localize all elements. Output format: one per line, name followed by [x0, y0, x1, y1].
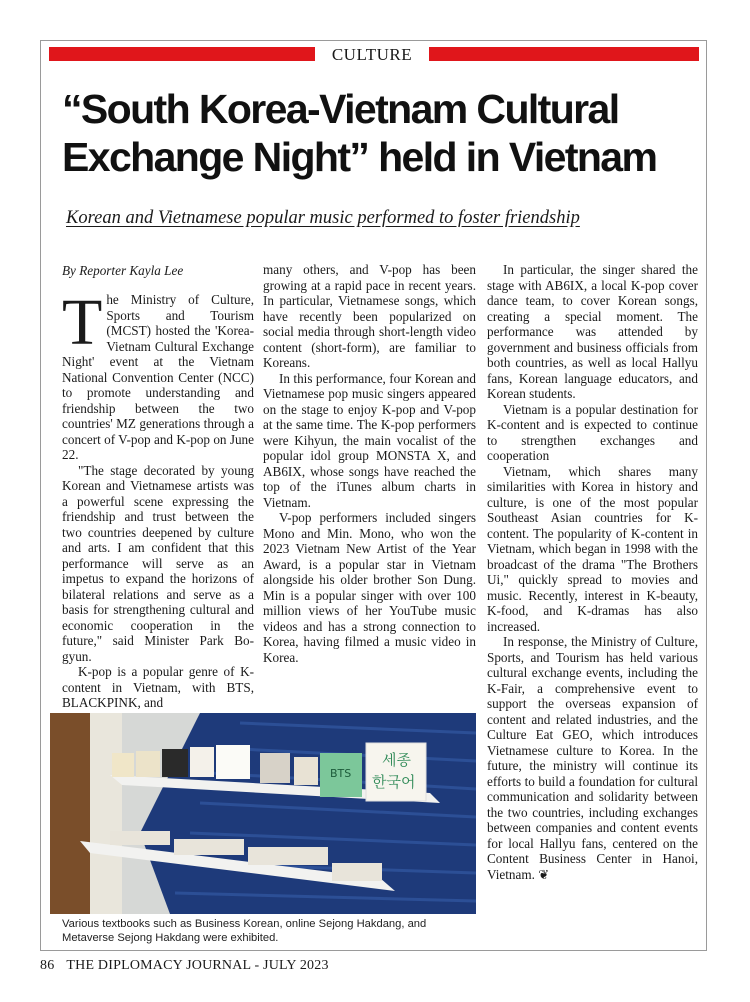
end-mark-icon: ❦: [538, 866, 550, 882]
book: [294, 757, 318, 785]
section-banner: [49, 46, 699, 64]
paragraph: K-pop is a popular genre of K-content in Vietnam, with BTS, BLACKPINK, and: [62, 664, 254, 710]
book: [248, 847, 328, 865]
subheadline: Korean and Vietnamese popular music performed to foster friendship: [66, 208, 580, 228]
book: [332, 863, 382, 881]
book: [110, 831, 170, 845]
book: [190, 747, 214, 777]
headline-line-1: “South Korea-Vietnam Cultural: [62, 86, 619, 132]
book: [112, 753, 134, 777]
book: [174, 839, 244, 855]
photo-caption: Various textbooks such as Business Korean, online Sejong Hakdang, and Metaverse Sejong Hakdang were exhibited.: [62, 918, 427, 944]
book: [162, 749, 188, 777]
paragraph-text: In response, the Ministry of Culture, Sports, and Tourism has held various cultural exchange events, including the K-Fair, a comprehensive event to support the overseas expansion of content and related industries, and the Culture Eat GEO, which introduces Vietnamese culture to Korea. In the future, the ministry will continue its efforts to build a foundation for cultural communication and solidarity between the two countries, including exchanges between companies and content events for local Hallyu fans, centered on the Content Business Center in Hanoi, Vietnam.: [487, 634, 698, 882]
wall-panel: [90, 713, 122, 914]
paragraph: V-pop performers included singers Mono and Min. Mono, who won the 2023 Vietnam New Artist of the Year Award, is a popular star in Vietnam alongside his older brother Son Dung. Min is a popular singer with over 100 million views of her YouTube music videos and has a strong connection to Korea, having filmed a music video in Korea.: [263, 510, 476, 665]
book-green-label: BTS: [330, 767, 352, 780]
page-footer: [40, 958, 341, 974]
book: [260, 753, 290, 783]
article-column-3: [487, 262, 698, 882]
section-rule-right: [429, 47, 699, 61]
headline-line-2: Exchange Night” held in Vietnam: [62, 134, 657, 180]
paragraph: [487, 634, 698, 882]
bookshelf-photo-illustration: [50, 713, 476, 914]
article-column-2: [263, 262, 476, 665]
wooden-pillar: [50, 713, 90, 914]
paragraph: "The stage decorated by young Korean and Vietnamese artists was a powerful scene expressing the friendship and trust between the two countries deepened by culture and arts. I am confident that this performance will serve as an impetus to expand the horizons of bilateral relations and serve as a basis for strengthening cultural and economic cooperation in the future," said Minister Park Bo-gyun.: [62, 462, 254, 664]
paragraph: In this performance, four Korean and Vietnamese pop music singers appeared on the stage to enjoy K-pop and V-pop at the same time. The K-pop performers were Kihyun, the main vocalist of the popular idol group MONSTA X, and AB6IX, whose songs have reached the top of the iTunes album charts in Vietnam.: [263, 370, 476, 510]
page-number: 86: [40, 958, 55, 973]
byline: By Reporter Kayla Lee: [62, 263, 184, 278]
drop-cap: T: [62, 286, 103, 359]
paragraph: [62, 286, 254, 463]
paragraph-text: he Ministry of Culture, Sports and Tourism (MCST) hosted the 'Korea-Vietnam Cultural Exchange Night' event at the Vietnam National Convention Center (NCC) to promote understanding and friendship between the two countries' MZ generations through a concert of V-pop and K-pop on June 22.: [62, 292, 254, 462]
paragraph: Vietnam, which shares many similarities with Korea in history and culture, is one of the most popular Southeast Asian countries for K-content. The popularity of K-content in Vietnam, which began in 1998 with the broadcast of the drama "The Brothers Ui," quickly spread to movies and music. Recently, interest in K-beauty, K-food, and K-dramas has also increased.: [487, 463, 698, 634]
book: [136, 751, 160, 777]
paragraph: many others, and V-pop has been growing at a rapid pace in recent years. In particular, Vietnamese songs, which have recently been popularized on social media through short-length video content (short-form), are familiar to Koreans.: [263, 262, 476, 370]
paragraph: In particular, the singer shared the stage with AB6IX, a local K-pop cover dance team, to cover Korean songs, creating a special moment. The performance was attended by government and business officials from both countries, as well as local Hallyu fans, Korean language educators, and Korean students.: [487, 262, 698, 401]
section-label: CULTURE: [331, 45, 413, 64]
book-sejong-title: 세종: [382, 751, 411, 769]
publication-name: THE DIPLOMACY JOURNAL - JULY 2023: [66, 958, 329, 973]
book-sejong-subtitle: 한국어: [372, 773, 416, 791]
article-photo: [50, 713, 476, 914]
section-rule-left: [49, 47, 315, 61]
paragraph: Vietnam is a popular destination for K-content and is expected to continue to strengthen exchanges and cooperation: [487, 401, 698, 463]
book: [216, 745, 250, 779]
article-column-1: [62, 286, 254, 711]
headline: [62, 85, 702, 181]
